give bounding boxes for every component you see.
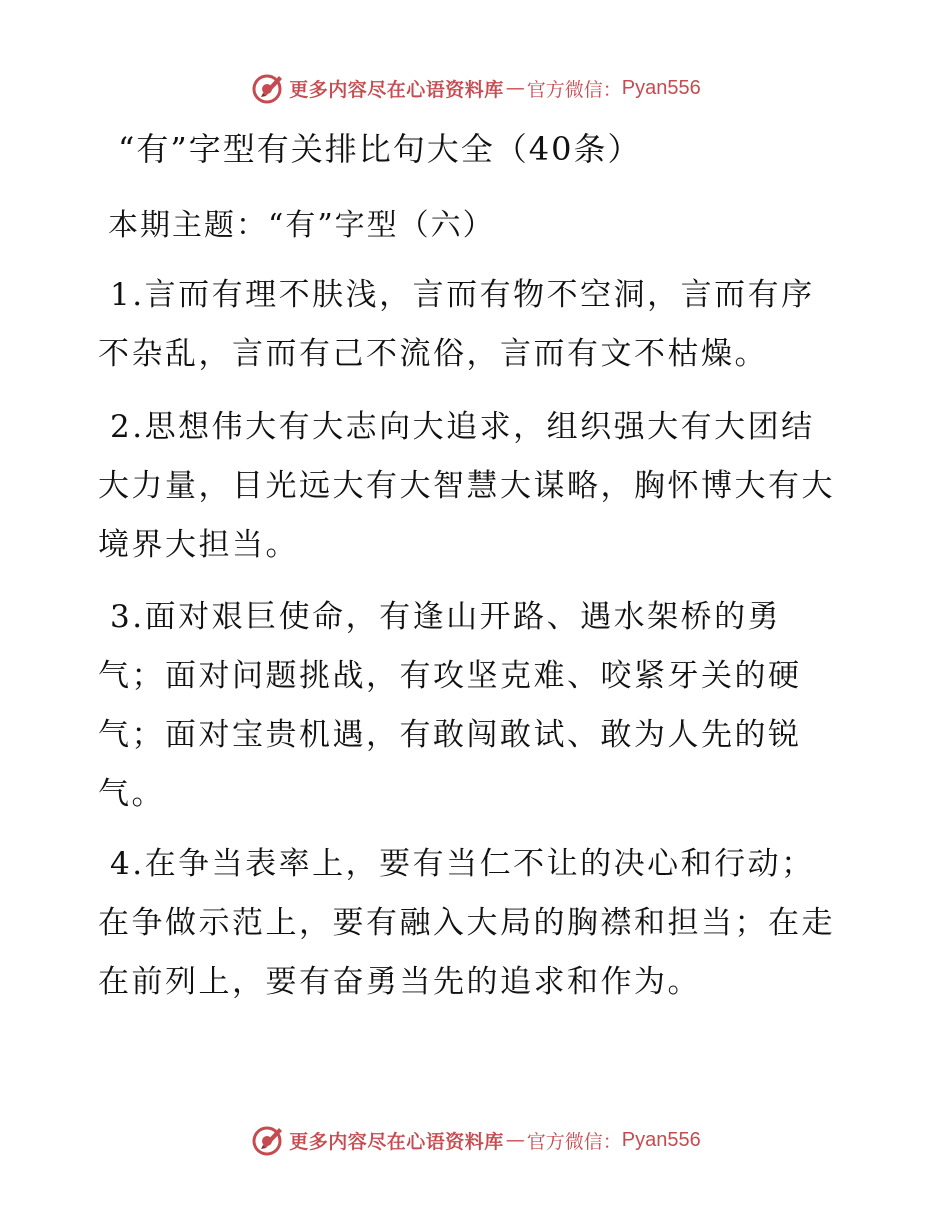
paragraph-line: 3.面对艰巨使命，有逢山开路、遇水架桥的勇 (110, 599, 782, 635)
banner-wechat-id: Pyan556 (621, 76, 701, 99)
list-item (98, 266, 858, 384)
paragraph-line: 2.思想伟大有大志向大追求，组织强大有大团结 (110, 409, 815, 445)
paragraph-line: 不杂乱，言而有己不流俗，言而有文不枯燥。 (98, 336, 768, 372)
document-subtitle: 本期主题：“有”字型（六） (108, 208, 495, 243)
banner-text: 更多内容尽在心语资料库 (289, 1130, 504, 1153)
banner-text: 更多内容尽在心语资料库 (289, 78, 504, 101)
paragraph-line: 境界大担当。 (98, 527, 299, 563)
paragraph-line: 在前列上，要有奋勇当先的追求和作为。 (98, 964, 701, 1000)
pen-logo-icon (249, 1122, 285, 1158)
paragraph-line: 4.在争当表率上，要有当仁不让的决心和行动； (110, 846, 815, 882)
pen-logo-icon (249, 70, 285, 106)
paragraph-line: 1.言而有理不肤浅，言而有物不空洞，言而有序 (110, 277, 815, 313)
paragraph-line: 大力量，目光远大有大智慧大谋略，胸怀博大有大 (98, 468, 835, 504)
banner-wechat-id: Pyan556 (621, 1128, 701, 1151)
list-item (98, 398, 858, 575)
paragraph-line: 气；面对问题挑战，有攻坚克难、咬紧牙关的硬 (98, 658, 802, 694)
banner-label: 官方微信： (526, 78, 622, 101)
list-item (98, 835, 858, 1012)
banner-separator: — (505, 1129, 525, 1151)
header-watermark (0, 68, 950, 108)
banner-label: 官方微信： (526, 1130, 622, 1153)
banner-separator: — (505, 77, 525, 99)
paragraph-line: 气。 (98, 776, 165, 812)
footer-watermark (0, 1120, 950, 1160)
document-title: “有”字型有关排比句大全（40条） (118, 130, 642, 168)
paragraph-line: 气；面对宝贵机遇，有敢闯敢试、敢为人先的锐 (98, 717, 802, 753)
paragraph-line: 在争做示范上，要有融入大局的胸襟和担当；在走 (98, 905, 835, 941)
list-item (98, 588, 858, 824)
